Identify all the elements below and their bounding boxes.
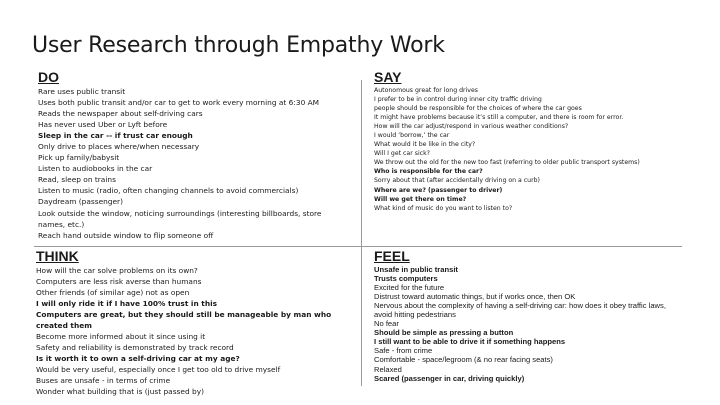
do-quadrant (38, 70, 338, 241)
list-item: Reads the newspaper about self-driving cars (38, 109, 203, 119)
vertical-divider (361, 80, 362, 386)
list-item: Buses are unsafe - in terms of crime (36, 376, 171, 385)
list-item: Rare uses public transit (38, 87, 126, 96)
list-item: Comfortable - space/legroom (& no rear facing seats) (374, 355, 553, 365)
say-heading: SAY (374, 69, 402, 85)
think-heading: THINK (36, 248, 79, 264)
list-item: I would ‘borrow,’ the car (374, 132, 450, 140)
do-heading: DO (38, 69, 59, 85)
list-item: Safe - from crime (374, 346, 433, 356)
feel-quadrant (374, 249, 686, 383)
list-item: Listen to music (radio, often changing channels to avoid commercials) (38, 186, 299, 196)
think-list (36, 265, 346, 397)
list-item: Pick up family/babysit (38, 153, 120, 163)
list-item: Listen to audiobooks in the car (38, 164, 153, 174)
list-item: Read, sleep on trains (38, 175, 116, 185)
list-item: I will only ride it if I have 100% trust in this (36, 299, 218, 308)
list-item: Look outside the window, noticing surroundings (interesting billboards, store names, etc.) (38, 208, 322, 229)
list-item: I still want to be able to drive it if something happens (374, 337, 566, 347)
list-item: people should be responsible for the choices of where the car goes (374, 105, 582, 113)
feel-list (374, 265, 686, 383)
list-item: Autonomous great for long drives (374, 87, 479, 94)
horizontal-divider (34, 246, 682, 247)
list-item: Will I get car sick? (374, 150, 430, 158)
list-item: Excited for the future (374, 283, 445, 293)
think-quadrant (36, 249, 346, 397)
list-item: Is it worth it to own a self-driving car at my age? (36, 354, 240, 363)
page-title: User Research through Empathy Work (32, 33, 445, 58)
list-item: Sorry about that (after accidentally driving on a curb) (374, 177, 540, 185)
list-item: Who is responsible for the car? (374, 168, 483, 176)
do-list (38, 86, 338, 241)
list-item: Distrust toward automatic things, but if works once, then OK (374, 292, 576, 302)
list-item: It might have problems because it’s still a computer, and there is room for error. (374, 114, 624, 122)
list-item: Would be very useful, especially once I get too old to drive myself (36, 365, 281, 374)
list-item: We throw out the old for the new too fast (referring to older public transport systems) (374, 159, 640, 167)
list-item: Should be simple as pressing a button (374, 328, 514, 338)
list-item: Daydream (passenger) (38, 197, 123, 207)
list-item: What would it be like in the city? (374, 141, 476, 149)
list-item: Will we get there on time? (374, 195, 467, 203)
list-item: Safety and reliability is demonstrated by track record (36, 343, 234, 352)
say-list (374, 86, 684, 213)
list-item: What kind of music do you want to listen to? (374, 204, 513, 212)
list-item: Unsafe in public transit (374, 265, 458, 274)
list-item: No fear (374, 319, 399, 329)
list-item: Become more informed about it since using it (36, 332, 206, 341)
list-item: Computers are less risk averse than humans (36, 277, 202, 286)
list-item: Reach hand outside window to flip someone off (38, 230, 214, 240)
list-item: Only drive to places where/when necessary (38, 142, 200, 152)
feel-heading: FEEL (374, 248, 410, 264)
list-item: Uses both public transit and/or car to get to work every morning at 6:30 AM (38, 98, 320, 108)
list-item: Trusts computers (374, 274, 438, 284)
list-item: I prefer to be in control during inner city traffic driving (374, 96, 542, 104)
list-item: Other friends (of similar age) not as open (36, 288, 190, 297)
list-item: Where are we? (passenger to driver) (374, 186, 503, 194)
list-item: How will the car solve problems on its own? (36, 266, 198, 275)
list-item: Sleep in the car -- if trust car enough (38, 131, 193, 141)
say-quadrant (374, 70, 684, 213)
list-item: Wonder what building that is (just passed by) (36, 387, 204, 396)
list-item: Scared (passenger in car, driving quickly) (374, 373, 525, 383)
list-item: Computers are great, but they should still be manageable by man who created them (36, 310, 332, 330)
list-item: Relaxed (374, 364, 402, 374)
list-item: How will the car adjust/respond in various weather conditions? (374, 123, 569, 131)
list-item: Has never used Uber or Lyft before (38, 120, 168, 130)
list-item: Nervous about the complexity of having a self-driving car: how does it obey traffic laws, avoid hitting pedestrians (374, 301, 666, 320)
